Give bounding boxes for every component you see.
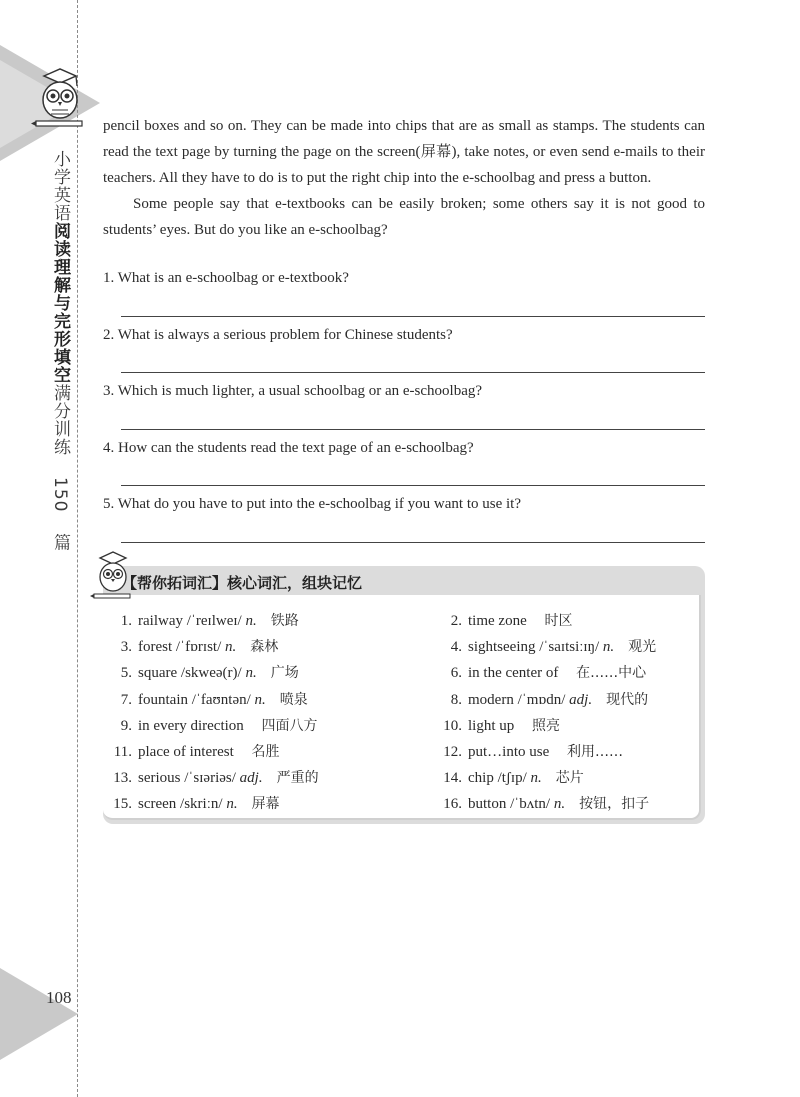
- vocab-number: 16.: [443, 796, 462, 813]
- vocab-item: [440, 793, 649, 813]
- vocab-item: [440, 636, 656, 656]
- vocab-number: 11.: [113, 744, 132, 760]
- vocab-word: fountain /ˈfaʊntən/: [138, 691, 251, 708]
- vocab-number: 9.: [120, 717, 132, 734]
- vocab-word: button /ˈbʌtn/: [468, 796, 551, 813]
- corner-triangle-bottom: [0, 968, 78, 1060]
- vocab-chinese-meaning: 按钮，扣子: [579, 796, 650, 813]
- vocab-chinese-meaning: 芯片: [555, 770, 584, 787]
- vocab-number: 13.: [113, 770, 132, 787]
- vocab-item: [440, 689, 648, 709]
- answer-line-5[interactable]: [121, 542, 705, 543]
- vocab-chinese-meaning: 时区: [544, 613, 573, 629]
- vocab-part-of-speech: n.: [602, 639, 615, 656]
- passage-paragraph-1: pencil boxes and so on. They can be made into chips that are as small as stamps. The students can read the text page by turning the page on the screen(屏幕), take notes, or even send e-mails to their teachers. All they have to do is to put the right chip into the e-schoolbag and press a button.: [103, 118, 705, 186]
- vocab-part-of-speech: n.: [245, 613, 257, 629]
- vocab-word: sightseeing /ˈsaɪtsiːɪŋ/: [468, 639, 600, 656]
- vocab-item: [110, 793, 280, 813]
- vocab-word: time zone: [468, 613, 527, 629]
- vocab-word: modern /ˈmɒdn/: [468, 691, 566, 708]
- title-part-2: 满分训练: [50, 384, 70, 456]
- vocab-item: [440, 610, 572, 630]
- vocab-number: 7.: [120, 691, 132, 708]
- vocab-item: [440, 767, 584, 787]
- vocab-number: 15.: [113, 796, 132, 813]
- vocab-word: place of interest: [138, 744, 234, 760]
- vocab-number: 4.: [450, 639, 462, 656]
- title-number: 150: [50, 477, 70, 513]
- vocab-chinese-meaning: 喷泉: [279, 691, 308, 708]
- vocab-word: chip /tʃɪp/: [468, 770, 527, 787]
- vocab-word: railway /ˈreɪlweɪ/: [138, 613, 242, 629]
- vocab-item: [110, 741, 280, 761]
- vocab-word: in every direction: [138, 717, 244, 734]
- vocab-number: 3.: [120, 639, 132, 656]
- margin-dashed-line: [77, 0, 78, 1097]
- vocab-chinese-meaning: 四面八方: [261, 717, 318, 734]
- question-5: 5. What do you have to put into the e-schoolbag if you want to use it?: [103, 496, 521, 512]
- vocab-number: 10.: [443, 717, 462, 734]
- vocab-item: [110, 689, 308, 709]
- vocab-chinese-meaning: 铁路: [270, 613, 299, 629]
- answer-line-3[interactable]: [121, 429, 705, 430]
- passage-paragraph-2: Some people say that e-textbooks can be easily broken; some others say it is not good to students’ eyes. But do you like an e-schoolbag?: [103, 196, 705, 238]
- vocab-part-of-speech: adj.: [569, 691, 593, 708]
- answer-line-2[interactable]: [121, 372, 705, 373]
- vocab-part-of-speech: n.: [225, 639, 237, 656]
- vocab-number: 5.: [120, 665, 132, 682]
- vocab-chinese-meaning: 广场: [270, 665, 299, 682]
- question-4: 4. How can the students read the text page of an e-schoolbag?: [103, 440, 474, 456]
- vocab-chinese-meaning: 利用……: [567, 744, 623, 760]
- vocab-item: [110, 715, 318, 735]
- vocab-chinese-meaning: 现代的: [606, 691, 649, 708]
- vocab-item: [110, 662, 299, 682]
- vocab-item: [440, 662, 646, 682]
- question-1: 1. What is an e-schoolbag or e-textbook?: [103, 270, 349, 286]
- vocab-number: 2.: [450, 613, 462, 629]
- question-2: 2. What is always a serious problem for Chinese students?: [103, 327, 453, 343]
- vocab-number: 1.: [120, 613, 132, 629]
- vocab-chinese-meaning: 严重的: [276, 770, 319, 787]
- title-part-1: 小学英语: [50, 150, 70, 222]
- vocab-item: [110, 636, 278, 656]
- title-part-end: 篇: [50, 533, 70, 552]
- vocab-word: serious /ˈsɪəriəs/: [138, 770, 236, 787]
- book-series-title: [47, 150, 73, 551]
- vocab-number: 8.: [450, 691, 462, 708]
- vocab-part-of-speech: n.: [254, 691, 266, 708]
- vocab-part-of-speech: n.: [226, 796, 238, 813]
- vocab-chinese-meaning: 森林: [250, 639, 279, 656]
- vocab-chinese-meaning: 名胜: [251, 744, 280, 760]
- vocab-number: 14.: [443, 770, 462, 787]
- vocab-item: [440, 741, 623, 761]
- vocab-chinese-meaning: 屏幕: [251, 796, 280, 813]
- vocab-item: [110, 610, 299, 630]
- vocab-word: screen /skriːn/: [138, 796, 223, 813]
- vocab-word: in the center of: [468, 665, 559, 682]
- reading-passage: [103, 113, 705, 243]
- answer-line-4[interactable]: [121, 485, 705, 486]
- vocab-word: square /skweə(r)/: [138, 665, 242, 682]
- vocab-word: put…into use: [468, 744, 550, 760]
- vocab-part-of-speech: n.: [530, 770, 542, 787]
- vocab-part-of-speech: n.: [553, 796, 566, 813]
- vocab-item: [110, 767, 319, 787]
- vocab-chinese-meaning: 观光: [628, 639, 657, 656]
- title-part-bold: 阅读理解与完形填空: [50, 222, 70, 384]
- vocab-part-of-speech: adj.: [239, 770, 263, 787]
- page-number: 108: [46, 988, 72, 1007]
- vocab-number: 6.: [450, 665, 462, 682]
- owl-mascot-icon: [30, 66, 90, 132]
- vocab-box-title: 【帮你拓词汇】核心词汇，组块记忆: [122, 574, 363, 592]
- question-3: 3. Which is much lighter, a usual schoolbag or an e-schoolbag?: [103, 383, 483, 399]
- vocab-item: [440, 715, 560, 735]
- vocab-number: 12.: [443, 744, 462, 760]
- vocab-chinese-meaning: 在……中心: [576, 665, 647, 682]
- vocab-word: light up: [468, 717, 515, 734]
- vocab-part-of-speech: n.: [245, 665, 257, 682]
- vocab-word: forest /ˈfɒrɪst/: [138, 639, 222, 656]
- vocab-chinese-meaning: 照亮: [532, 717, 561, 734]
- answer-line-1[interactable]: [121, 316, 705, 317]
